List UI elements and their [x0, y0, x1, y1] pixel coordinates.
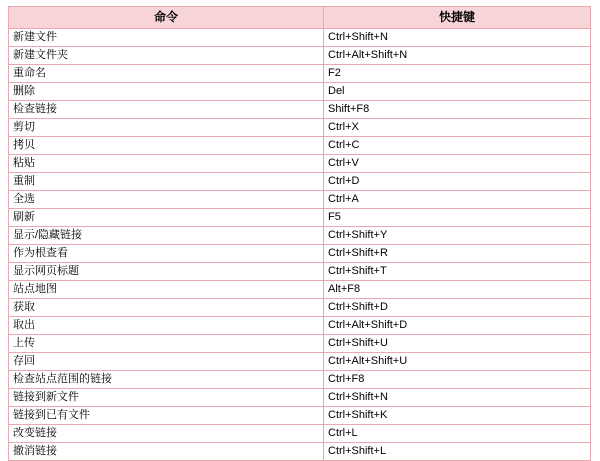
cell-command: 改变链接 — [9, 425, 324, 443]
cell-shortcut: Ctrl+Alt+Shift+N — [324, 47, 591, 65]
table-header — [9, 7, 591, 29]
table-row — [9, 299, 591, 317]
cell-shortcut: Ctrl+Shift+T — [324, 263, 591, 281]
table-row — [9, 407, 591, 425]
cell-shortcut: Ctrl+A — [324, 191, 591, 209]
cell-command: 全选 — [9, 191, 324, 209]
cell-shortcut: Del — [324, 83, 591, 101]
table-row — [9, 47, 591, 65]
cell-command: 新建文件 — [9, 29, 324, 47]
table-row — [9, 137, 591, 155]
table-row — [9, 425, 591, 443]
cell-shortcut: Ctrl+Shift+K — [324, 407, 591, 425]
table-row — [9, 83, 591, 101]
table-row — [9, 227, 591, 245]
cell-command: 拷贝 — [9, 137, 324, 155]
cell-command: 链接到已有文件 — [9, 407, 324, 425]
table-row — [9, 29, 591, 47]
cell-command: 上传 — [9, 335, 324, 353]
cell-shortcut: Ctrl+Shift+N — [324, 29, 591, 47]
cell-command: 作为根查看 — [9, 245, 324, 263]
table-body — [9, 29, 591, 461]
cell-shortcut: Ctrl+V — [324, 155, 591, 173]
cell-shortcut: Ctrl+D — [324, 173, 591, 191]
column-header-command: 命令 — [9, 7, 324, 29]
cell-shortcut: F2 — [324, 65, 591, 83]
cell-shortcut: Ctrl+Shift+R — [324, 245, 591, 263]
cell-command: 检查站点范围的链接 — [9, 371, 324, 389]
cell-command: 获取 — [9, 299, 324, 317]
column-header-shortcut: 快捷键 — [324, 7, 591, 29]
cell-shortcut: Ctrl+Shift+Y — [324, 227, 591, 245]
cell-shortcut: Ctrl+Shift+U — [324, 335, 591, 353]
cell-shortcut: Ctrl+Alt+Shift+D — [324, 317, 591, 335]
cell-command: 显示/隐藏链接 — [9, 227, 324, 245]
cell-shortcut: Ctrl+L — [324, 425, 591, 443]
cell-shortcut: Alt+F8 — [324, 281, 591, 299]
cell-command: 新建文件夹 — [9, 47, 324, 65]
cell-shortcut: Ctrl+X — [324, 119, 591, 137]
table-row — [9, 335, 591, 353]
table-row — [9, 263, 591, 281]
cell-command: 存回 — [9, 353, 324, 371]
cell-command: 删除 — [9, 83, 324, 101]
cell-shortcut: Ctrl+Shift+L — [324, 443, 591, 461]
table-row — [9, 119, 591, 137]
table-row — [9, 101, 591, 119]
cell-command: 检查链接 — [9, 101, 324, 119]
cell-shortcut: Ctrl+F8 — [324, 371, 591, 389]
cell-command: 取出 — [9, 317, 324, 335]
shortcut-table — [8, 6, 591, 461]
cell-shortcut: Ctrl+C — [324, 137, 591, 155]
cell-command: 站点地图 — [9, 281, 324, 299]
table-row — [9, 371, 591, 389]
table-row — [9, 245, 591, 263]
cell-command: 显示网页标题 — [9, 263, 324, 281]
table-row — [9, 191, 591, 209]
cell-command: 剪切 — [9, 119, 324, 137]
table-row — [9, 173, 591, 191]
cell-shortcut: Shift+F8 — [324, 101, 591, 119]
cell-shortcut: Ctrl+Alt+Shift+U — [324, 353, 591, 371]
cell-command: 粘贴 — [9, 155, 324, 173]
cell-shortcut: Ctrl+Shift+N — [324, 389, 591, 407]
table-row — [9, 389, 591, 407]
table-row — [9, 65, 591, 83]
table-row — [9, 209, 591, 227]
table-header-row — [9, 7, 591, 29]
table-row — [9, 155, 591, 173]
cell-command: 重命名 — [9, 65, 324, 83]
cell-command: 撤消链接 — [9, 443, 324, 461]
cell-command: 重制 — [9, 173, 324, 191]
cell-shortcut: Ctrl+Shift+D — [324, 299, 591, 317]
table-row — [9, 281, 591, 299]
cell-command: 刷新 — [9, 209, 324, 227]
cell-command: 链接到新文件 — [9, 389, 324, 407]
table-row — [9, 443, 591, 461]
cell-shortcut: F5 — [324, 209, 591, 227]
table-row — [9, 317, 591, 335]
table-row — [9, 353, 591, 371]
